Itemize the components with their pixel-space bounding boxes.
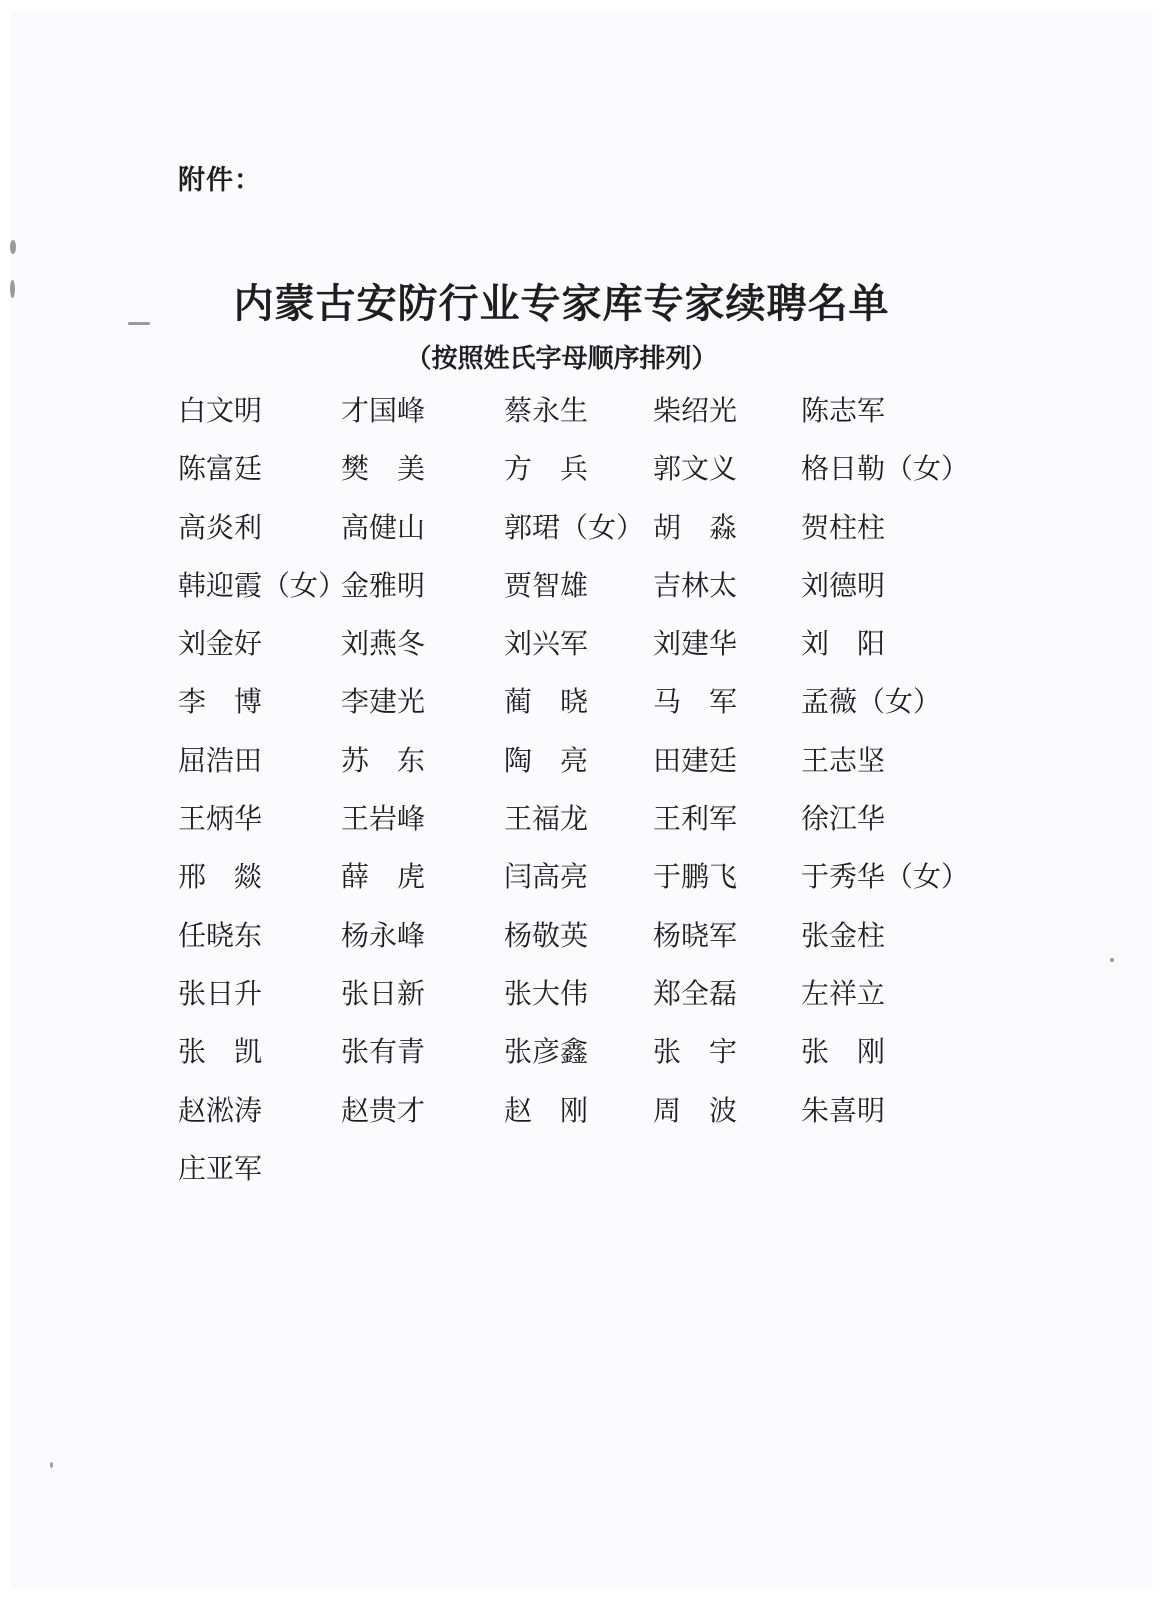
name-cell: 柴绍光 bbox=[653, 394, 738, 427]
name-cell: 张 宇 bbox=[653, 1035, 738, 1069]
name-cell: 郑全磊 bbox=[653, 976, 738, 1010]
name-cell: 薛 虎 bbox=[341, 860, 426, 894]
name-cell: 赵 刚 bbox=[504, 1093, 589, 1127]
name-cell: 王利军 bbox=[653, 802, 738, 836]
name-row bbox=[178, 801, 978, 859]
name-cell: 闫高亮 bbox=[504, 860, 589, 894]
scan-speck bbox=[50, 1462, 53, 1468]
name-cell: 王炳华 bbox=[178, 802, 263, 836]
name-cell: 李建光 bbox=[341, 685, 426, 719]
name-cell: 白文明 bbox=[178, 394, 263, 427]
name-cell: 赵淞涛 bbox=[178, 1093, 263, 1127]
name-cell: 徐江华 bbox=[801, 802, 886, 836]
name-row bbox=[178, 684, 978, 742]
scan-speck bbox=[128, 322, 150, 325]
name-row bbox=[178, 451, 978, 509]
name-cell: 樊 美 bbox=[341, 452, 426, 486]
name-row bbox=[178, 859, 978, 917]
name-cell: 胡 淼 bbox=[653, 510, 738, 544]
name-cell: 贺柱柱 bbox=[801, 510, 886, 544]
name-list bbox=[178, 393, 978, 1209]
name-cell: 于秀华（女） bbox=[801, 860, 970, 894]
name-cell: 高炎利 bbox=[178, 510, 263, 544]
name-cell: 才国峰 bbox=[341, 394, 426, 427]
name-row bbox=[178, 1093, 978, 1151]
name-cell: 张有青 bbox=[341, 1035, 426, 1069]
name-cell: 任晓东 bbox=[178, 918, 263, 952]
name-cell: 张金柱 bbox=[801, 918, 886, 952]
name-cell: 贾智雄 bbox=[504, 568, 589, 602]
name-cell: 蔺 晓 bbox=[504, 685, 589, 719]
name-cell: 左祥立 bbox=[801, 976, 886, 1010]
name-cell: 于鹏飞 bbox=[653, 860, 738, 894]
name-cell: 张彦鑫 bbox=[504, 1035, 589, 1069]
name-cell: 金雅明 bbox=[341, 568, 426, 602]
name-cell: 杨晓军 bbox=[653, 918, 738, 952]
name-cell: 赵贵才 bbox=[341, 1093, 426, 1127]
name-cell: 庄亚军 bbox=[178, 1151, 263, 1185]
name-cell: 杨敬英 bbox=[504, 918, 589, 952]
name-cell: 刘德明 bbox=[801, 568, 886, 602]
name-cell: 屈浩田 bbox=[178, 743, 263, 777]
document-subtitle: （按照姓氏字母顺序排列） bbox=[405, 344, 718, 374]
name-cell: 周 波 bbox=[653, 1093, 738, 1127]
name-cell: 吉林太 bbox=[653, 568, 738, 602]
name-cell: 朱喜明 bbox=[801, 1093, 886, 1127]
name-cell: 邢 燚 bbox=[178, 860, 263, 894]
name-row bbox=[178, 626, 978, 684]
attachment-label: 附件： bbox=[178, 165, 262, 196]
name-cell: 杨永峰 bbox=[341, 918, 426, 952]
name-cell: 王志坚 bbox=[801, 743, 886, 777]
name-cell: 格日勒（女） bbox=[801, 452, 970, 486]
name-cell: 张日升 bbox=[178, 976, 263, 1010]
name-cell: 孟薇（女） bbox=[801, 685, 942, 719]
scan-speck bbox=[1110, 958, 1114, 962]
name-cell: 陈志军 bbox=[801, 394, 886, 427]
name-cell: 张日新 bbox=[341, 976, 426, 1010]
document-page bbox=[10, 10, 1153, 1590]
name-row bbox=[178, 568, 978, 626]
name-cell: 张 刚 bbox=[801, 1035, 886, 1069]
name-row bbox=[178, 743, 978, 801]
name-row bbox=[178, 1151, 978, 1209]
name-row bbox=[178, 510, 978, 568]
scan-speck bbox=[10, 240, 16, 254]
name-cell: 韩迎霞（女） bbox=[178, 568, 347, 602]
name-cell: 蔡永生 bbox=[504, 394, 589, 427]
name-cell: 陈富廷 bbox=[178, 452, 263, 486]
name-cell: 刘金好 bbox=[178, 627, 263, 661]
name-cell: 郭文义 bbox=[653, 452, 738, 486]
name-cell: 苏 东 bbox=[341, 743, 426, 777]
name-cell: 刘兴军 bbox=[504, 627, 589, 661]
name-cell: 刘燕冬 bbox=[341, 627, 426, 661]
name-cell: 高健山 bbox=[341, 510, 426, 544]
name-cell: 陶 亮 bbox=[504, 743, 589, 777]
name-cell: 刘 阳 bbox=[801, 627, 886, 661]
name-cell: 方 兵 bbox=[504, 452, 589, 486]
name-cell: 王福龙 bbox=[504, 802, 589, 836]
name-cell: 张大伟 bbox=[504, 976, 589, 1010]
name-row bbox=[178, 393, 978, 451]
name-cell: 张 凯 bbox=[178, 1035, 263, 1069]
name-cell: 王岩峰 bbox=[341, 802, 426, 836]
name-row bbox=[178, 918, 978, 976]
name-cell: 李 博 bbox=[178, 685, 263, 719]
name-row bbox=[178, 976, 978, 1034]
name-cell: 田建廷 bbox=[653, 743, 738, 777]
name-cell: 马 军 bbox=[653, 685, 738, 719]
document-title: 内蒙古安防行业专家库专家续聘名单 bbox=[233, 281, 890, 327]
name-row bbox=[178, 1034, 978, 1092]
scan-speck bbox=[10, 280, 15, 298]
name-cell: 刘建华 bbox=[653, 627, 738, 661]
name-cell: 郭珺（女） bbox=[504, 510, 645, 544]
